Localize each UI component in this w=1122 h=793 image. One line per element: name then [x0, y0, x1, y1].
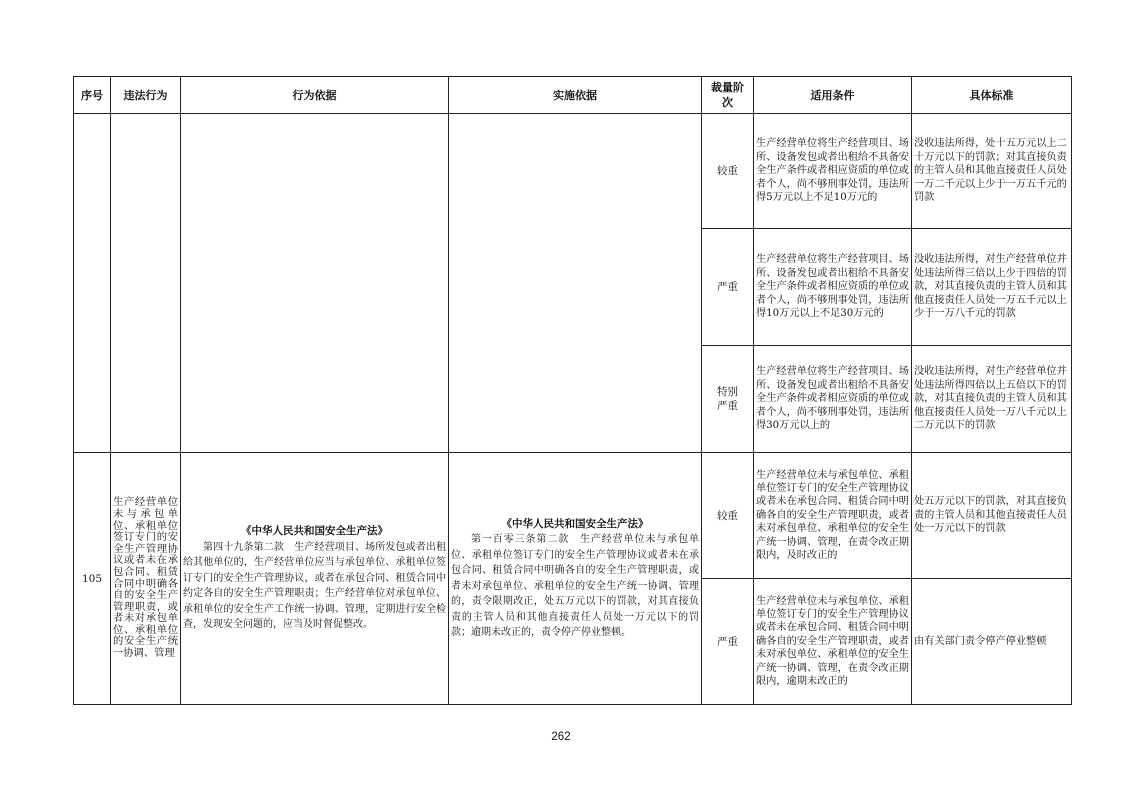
- continued-implementation-basis-cell: [449, 114, 702, 453]
- behavior-basis-law-title: 《中华人民共和国安全生产法》: [241, 525, 388, 538]
- header-conditions: 适用条件: [754, 77, 912, 114]
- discretion-level: 较重: [702, 453, 754, 579]
- discretion-level: 严重: [702, 579, 754, 705]
- implementation-basis: [449, 453, 702, 705]
- header-serial: 序号: [74, 77, 111, 114]
- penalty-standard: 没收违法所得，对生产经营单位并处违法所得四倍以上五倍以下的罚款，对其直接负责的主管人员和其他直接责任人员处一万八千元以上二万元以下的罚款: [912, 346, 1072, 453]
- header-discretion-level: 裁量阶次: [702, 77, 754, 114]
- header-behavior-basis: 行为依据: [181, 77, 449, 114]
- header-violation: 违法行为: [111, 77, 181, 114]
- continued-serial-cell: [74, 114, 111, 453]
- continued-violation-cell: [111, 114, 181, 453]
- penalty-standard: 处五万元以下的罚款，对其直接负责的主管人员和其他直接责任人员处一万元以下的罚款: [912, 453, 1072, 579]
- penalty-discretion-table: [73, 76, 1072, 705]
- applicable-condition: 生产经营单位未与承包单位、承租单位签订专门的安全生产管理协议或者未在承包合同、租赁合同中明确各自的安全生产管理职责，或者未对承包单位、承租单位的安全生产统一协调、管理，在责令改正期限内，及时改正的: [754, 453, 912, 579]
- header-standard: 具体标准: [912, 77, 1072, 114]
- penalty-standard: 没收违法所得，对生产经营单位并处违法所得三倍以上少于四倍的罚款，对其直接负责的主管人员和其他直接责任人员处一万五千元以上少于一万八千元的罚款: [912, 229, 1072, 346]
- continued-behavior-basis-cell: [181, 114, 449, 453]
- violation-description: 生产经营单位未与承包单位、承租单位签订专门的安全生产管理协议或者未在承包合同、租赁合同中明确各自的安全生产管理职责，或者未对承包单位、承租单位的安全生产统一协调、管理: [111, 453, 181, 705]
- implementation-basis-text: 第一百零三条第二款 生产经营单位未与承包单位、承租单位签订专门的安全生产管理协议或者未在承包合同、租赁合同中明确各自的安全生产管理职责，或者未对承包单位、承租单位的安全生产统一协调、管理的，责令限期改正，处五万元以下的罚款，对其直接负责的主管人员和其他直接责任人员处一万元以下的罚款；逾期未改正的，责令停产停业整顿。: [451, 534, 699, 638]
- applicable-condition: 生产经营单位未与承包单位、承租单位签订专门的安全生产管理协议或者未在承包合同、租赁合同中明确各自的安全生产管理职责，或者未对承包单位、承租单位的安全生产统一协调、管理，在责令改正期限内，逾期未改正的: [754, 579, 912, 705]
- header-row: [74, 77, 1072, 114]
- applicable-condition: 生产经营单位将生产经营项目、场所、设备发包或者出租给不具备安全生产条件或者相应资质的单位或者个人，尚不够刑事处罚，违法所得30万元以上的: [754, 346, 912, 453]
- item-serial: 105: [74, 453, 111, 705]
- behavior-basis-text: 第四十九条第二款 生产经营项目、场所发包或者出租给其他单位的，生产经营单位应当与承包单位、承租单位签订专门的安全生产管理协议，或者在承包合同、租赁合同中约定各自的安全生产管理职责；生产经营单位对承包单位、承租单位的安全生产工作统一协调、管理，定期进行安全检查，发现安全问题的，应当及时督促整改。: [183, 541, 446, 631]
- header-implementation-basis: 实施依据: [449, 77, 702, 114]
- discretion-level: 特别严重: [702, 346, 754, 453]
- page-number: 262: [551, 731, 571, 743]
- penalty-standard: 由有关部门责令停产停业整顿: [912, 579, 1072, 705]
- behavior-basis: [181, 453, 449, 705]
- penalty-standard: 没收违法所得，处十五万元以上二十万元以下的罚款；对其直接负责的主管人员和其他直接责任人员处一万二千元以上少于一万五千元的罚款: [912, 114, 1072, 229]
- table-row: [74, 114, 1072, 229]
- implementation-basis-law-title: 《中华人民共和国安全生产法》: [501, 517, 649, 530]
- applicable-condition: 生产经营单位将生产经营项目、场所、设备发包或者出租给不具备安全生产条件或者相应资质的单位或者个人，尚不够刑事处罚，违法所得10万元以上不足30万元的: [754, 229, 912, 346]
- table-row: [74, 453, 1072, 579]
- discretion-level: 严重: [702, 229, 754, 346]
- applicable-condition: 生产经营单位将生产经营项目、场所、设备发包或者出租给不具备安全生产条件或者相应资质的单位或者个人，尚不够刑事处罚，违法所得5万元以上不足10万元的: [754, 114, 912, 229]
- discretion-level: 较重: [702, 114, 754, 229]
